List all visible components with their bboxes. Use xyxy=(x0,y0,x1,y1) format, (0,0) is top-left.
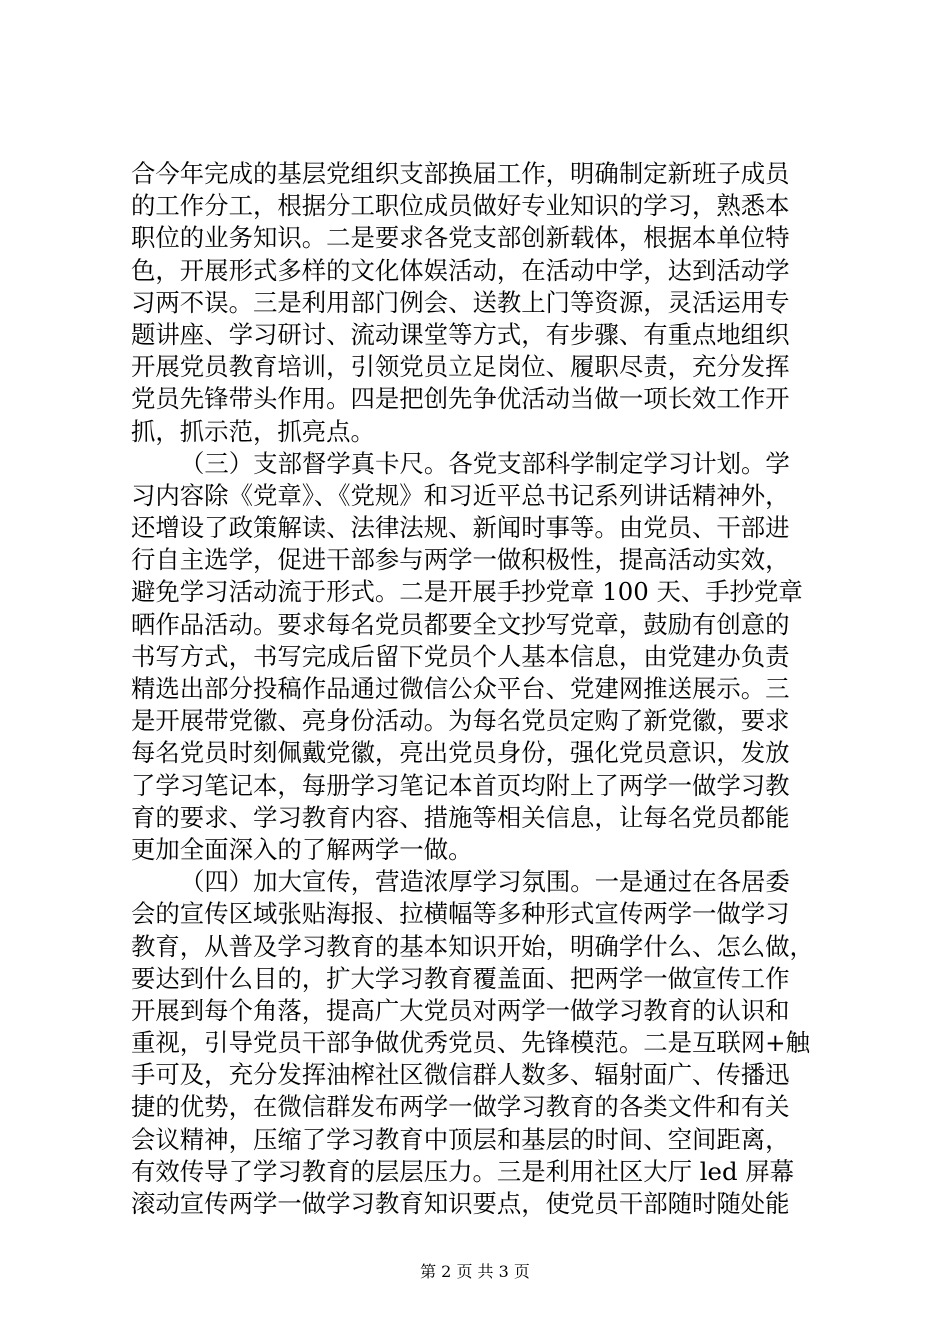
text-line: 党员先锋带头作用。四是把创先争优活动当做一项长效工作开 xyxy=(131,384,790,414)
text-line: 题讲座、学习研讨、流动课堂等方式，有步骤、有重点地组织 xyxy=(131,319,790,349)
text-line: 色，开展形式多样的文化体娱活动，在活动中学，达到活动学 xyxy=(131,255,790,285)
text-line: 要达到什么目的，扩大学习教育覆盖面、把两学一做宣传工作 xyxy=(131,963,790,993)
text-line: 避免学习活动流于形式。二是开展手抄党章 100 天、手抄党章 xyxy=(131,577,803,607)
text-line: 更加全面深入的了解两学一做。 xyxy=(131,834,473,864)
text-line: 会议精神，压缩了学习教育中顶层和基层的时间、空间距离， xyxy=(131,1124,790,1154)
document-body xyxy=(131,158,831,1220)
text-line: （三）支部督学真卡尺。各党支部科学制定学习计划。学 xyxy=(180,448,790,478)
text-line: 习内容除《党章》、《党规》和习近平总书记系列讲话精神外， xyxy=(131,480,790,510)
text-line: 精选出部分投稿作品通过微信公众平台、党建网推送展示。三 xyxy=(131,674,790,703)
text-line: 书写方式，书写完成后留下党员个人基本信息，由党建办负责 xyxy=(131,641,790,671)
text-line: 每名党员时刻佩戴党徽，亮出党员身份，强化党员意识，发放 xyxy=(131,738,790,768)
text-line: 合今年完成的基层党组织支部换届工作，明确制定新班子成员 xyxy=(131,159,790,188)
page-number-footer: 第 2 页 共 3 页 xyxy=(420,1262,530,1281)
text-line: 滚动宣传两学一做学习教育知识要点，使党员干部随时随处能 xyxy=(131,1189,790,1218)
text-line: 开展党员教育培训，引领党员立足岗位、履职尽责，充分发挥 xyxy=(131,352,790,382)
text-line: 晒作品活动。要求每名党员都要全文抄写党章，鼓励有创意的 xyxy=(131,609,790,639)
text-line: （四）加大宣传，营造浓厚学习氛围。一是通过在各居委 xyxy=(180,867,790,897)
text-line: 会的宣传区域张贴海报、拉横幅等多种形式宣传两学一做学习 xyxy=(131,899,790,929)
text-line: 开展到每个角落，提高广大党员对两学一做学习教育的认识和 xyxy=(131,995,790,1025)
text-line: 是开展带党徽、亮身份活动。为每名党员定购了新党徽，要求 xyxy=(131,706,790,736)
text-line: 习两不误。三是利用部门例会、送教上门等资源，灵活运用专 xyxy=(131,287,790,317)
text-line: 了学习笔记本，每册学习笔记本首页均附上了两学一做学习教 xyxy=(131,770,790,800)
text-line: 的工作分工，根据分工职位成员做好专业知识的学习，熟悉本 xyxy=(131,191,790,221)
text-line: 还增设了政策解读、法律法规、新闻时事等。由党员、干部进 xyxy=(131,513,790,543)
text-line: 重视，引导党员干部争做优秀党员、先锋模范。二是互联网+触 xyxy=(131,1028,810,1058)
text-line: 育的要求、学习教育内容、措施等相关信息，让每名党员都能 xyxy=(131,802,790,832)
text-line: 捷的优势，在微信群发布两学一做学习教育的各类文件和有关 xyxy=(131,1092,790,1122)
text-line: 有效传导了学习教育的层层压力。三是利用社区大厅 led 屏幕 xyxy=(131,1156,795,1186)
text-line: 行自主选学，促进干部参与两学一做积极性，提高活动实效， xyxy=(131,545,790,575)
text-line: 抓，抓示范，抓亮点。 xyxy=(131,416,375,446)
text-line: 手可及，充分发挥油榨社区微信群人数多、辐射面广、传播迅 xyxy=(131,1060,790,1090)
text-line: 职位的业务知识。二是要求各党支部创新载体，根据本单位特 xyxy=(131,223,790,253)
text-line: 教育，从普及学习教育的基本知识开始，明确学什么、怎么做， xyxy=(131,931,814,961)
